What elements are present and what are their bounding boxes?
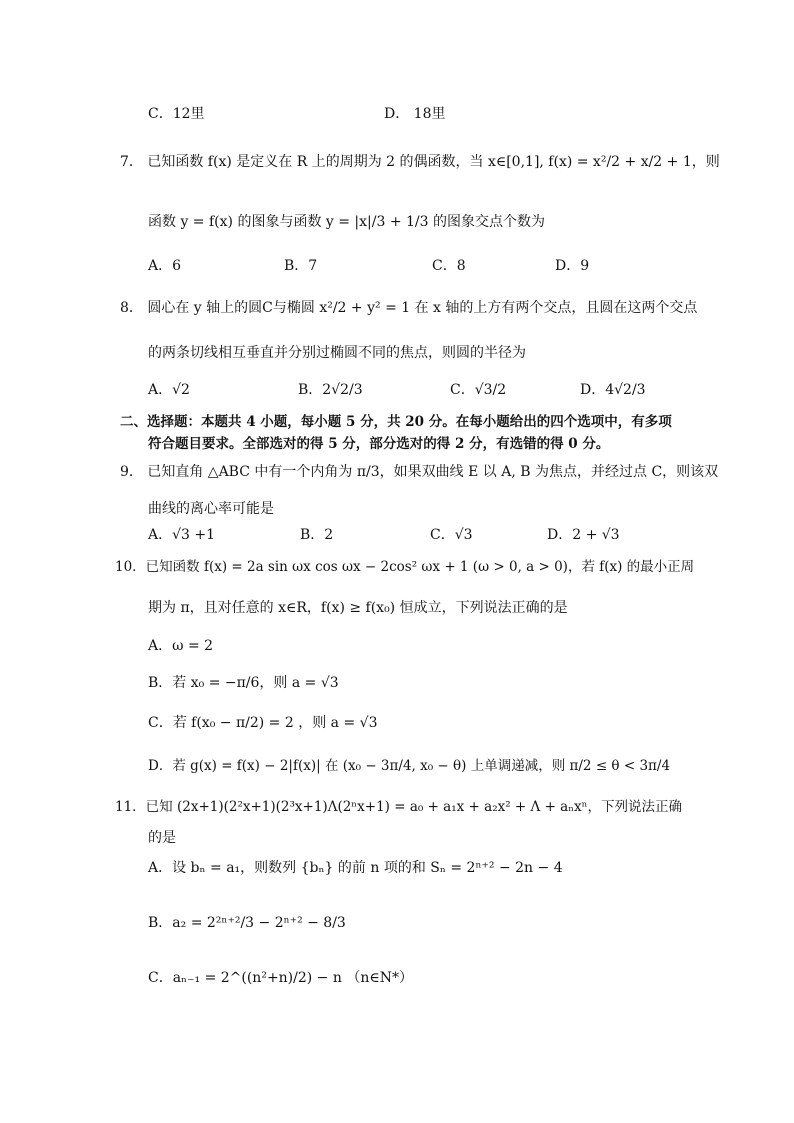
section2-heading-line2: 符合题目要求。全部选对的得 5 分，部分选对的得 2 分，有选错的得 0 分。 <box>148 436 610 452</box>
q7-option-c: C．8 <box>432 258 466 274</box>
q7-stem-line1: 7． 已知函数 f(x) 是定义在 R 上的周期为 2 的偶函数，当 x∈[0,1], f(x) = x²/2 + x/2 + 1，则 <box>120 154 720 170</box>
q10-option-d: D．若 g(x) = f(x) − 2|f(x)| 在 (x₀ − 3π/4, x₀ − θ) 上单调递减，则 π/2 ≤ θ < 3π/4 <box>148 758 671 774</box>
q8-stem-line1: 8． 圆心在 y 轴上的圆C与椭圆 x²/2 + y² = 1 在 x 轴的上方有两个交点，且圆在这两个交点 <box>120 300 698 316</box>
q8-option-d: D．4√2/3 <box>580 382 646 398</box>
q10-option-b: B．若 x₀ = −π/6，则 a = √3 <box>148 675 339 691</box>
q11-stem-line2: 的是 <box>148 830 176 846</box>
q7-stem-line2: 函数 y = f(x) 的图象与函数 y = |x|/3 + 1/3 的图象交点个数为 <box>148 214 545 230</box>
q8-option-c: C．√3/2 <box>450 382 507 398</box>
q9-stem-line2: 曲线的离心率可能是 <box>148 501 274 517</box>
q11-stem-line1: 11．已知 (2x+1)(2²x+1)(2³x+1)Λ(2ⁿx+1) = a₀ + a₁x + a₂x² + Λ + aₙxⁿ，下列说法正确 <box>115 799 683 815</box>
q11-option-b: B．a₂ = 2²ⁿ⁺²/3 − 2ⁿ⁺² − 8/3 <box>148 915 346 931</box>
q9-option-d: D．2 + √3 <box>547 527 620 543</box>
q9-option-a: A．√3 +1 <box>148 527 216 543</box>
q7-option-a: A．6 <box>148 258 182 274</box>
q9-option-c: C．√3 <box>430 527 473 543</box>
q9-option-b: B．2 <box>300 527 334 543</box>
q10-option-a: A．ω = 2 <box>148 638 214 654</box>
q10-stem-line1: 10．已知函数 f(x) = 2a sin ωx cos ωx − 2cos² ωx + 1 (ω > 0, a > 0)，若 f(x) 的最小正周 <box>115 559 695 575</box>
section2-heading-line1: 二、选择题：本题共 4 小题，每小题 5 分，共 20 分。在每小题给出的四个选项中，有多项 <box>120 414 672 430</box>
q11-option-a: A．设 bₙ = a₁，则数列 {bₙ} 的前 n 项的和 Sₙ = 2ⁿ⁺² − 2n − 4 <box>148 860 563 876</box>
q10-option-c: C．若 f(x₀ − π/2) = 2 ，则 a = √3 <box>148 715 378 731</box>
q10-stem-line2: 期为 π，且对任意的 x∈R，f(x) ≥ f(x₀) 恒成立，下列说法正确的是 <box>148 600 568 616</box>
q11-option-c: C．aₙ₋₁ = 2^((n²+n)/2) − n （n∈N*） <box>148 970 413 986</box>
q6-option-c: C．12里 <box>148 106 205 122</box>
q8-stem-line2: 的两条切线相互垂直并分别过椭圆不同的焦点，则圆的半径为 <box>148 345 526 361</box>
q7-option-b: B．7 <box>284 258 318 274</box>
q7-option-d: D．9 <box>555 258 590 274</box>
q8-option-a: A．√2 <box>148 382 190 398</box>
q9-stem-line1: 9． 已知直角 △ABC 中有一个内角为 π/3，如果双曲线 E 以 A, B 为焦点，并经过点 C，则该双 <box>120 464 719 480</box>
q6-option-d: D． 18里 <box>384 106 446 122</box>
q8-option-b: B．2√2/3 <box>298 382 363 398</box>
